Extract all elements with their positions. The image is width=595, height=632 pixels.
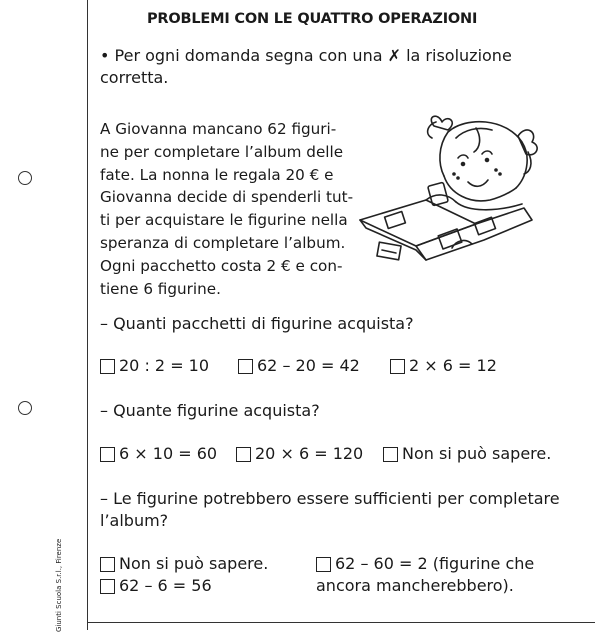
checkbox[interactable] (100, 447, 115, 462)
option-label: 62 – 6 = 56 (119, 576, 212, 595)
checkbox[interactable] (236, 447, 251, 462)
option-label: Non si può sapere. (402, 444, 552, 463)
story-line: A Giovanna mancano 62 figuri- (100, 120, 337, 138)
answer-option[interactable] (238, 356, 360, 376)
option-label: 62 – 60 = 2 (figurine che (335, 554, 535, 573)
option-label: ancora mancherebbero). (316, 576, 514, 595)
answer-option[interactable] (100, 444, 217, 464)
option-label: 20 × 6 = 120 (255, 444, 364, 463)
checkbox[interactable] (383, 447, 398, 462)
answer-option[interactable] (383, 444, 551, 464)
question-3: – Le figurine potrebbero essere sufficienti per completare l’album? (100, 489, 560, 530)
girl-with-album-illustration (356, 108, 552, 273)
copyright-note: Giunti Scuola S.r.l., Firenze (55, 538, 63, 632)
question-1: – Quanti pacchetti di figurine acquista? (100, 314, 414, 333)
story-line: ti per acquistare le figurine nella (100, 211, 348, 230)
answer-option-continuation (316, 576, 514, 596)
worksheet-title: PROBLEMI CON LE QUATTRO OPERAZIONI (147, 11, 478, 27)
checkbox[interactable] (100, 557, 115, 572)
page-bottom-edge (87, 622, 595, 623)
problem-text (100, 118, 355, 300)
binder-hole (18, 401, 32, 415)
answer-option[interactable] (100, 356, 209, 376)
option-label: 20 : 2 = 10 (119, 356, 210, 375)
option-label: 62 – 20 = 42 (257, 356, 360, 375)
story-line: tiene 6 figurine. (100, 279, 221, 298)
page-edge (87, 0, 88, 630)
story-line: Giovanna decide di spenderli tut- (100, 188, 354, 207)
option-label: Non si può sapere. (119, 554, 269, 573)
question-2: – Quante figurine acquista? (100, 401, 320, 420)
story-line: Ogni pacchetto costa 2 € e con- (100, 256, 343, 275)
option-label: 6 × 10 = 60 (119, 444, 218, 463)
answer-option[interactable] (100, 554, 268, 574)
answer-option[interactable] (390, 356, 497, 376)
checkbox[interactable] (100, 579, 115, 594)
story-line: fate. La nonna le regala 20 € e (100, 165, 334, 184)
answer-option[interactable] (316, 554, 534, 574)
instruction-text: • Per ogni domanda segna con una ✗ la risoluzione corretta. (100, 46, 512, 87)
story-line: speranza di completare l’album. (100, 233, 346, 252)
answer-option[interactable] (236, 444, 363, 464)
checkbox[interactable] (100, 359, 115, 374)
binder-hole (18, 171, 32, 185)
answer-option[interactable] (100, 576, 212, 596)
checkbox[interactable] (316, 557, 331, 572)
option-label: 2 × 6 = 12 (409, 356, 497, 375)
checkbox[interactable] (238, 359, 253, 374)
checkbox[interactable] (390, 359, 405, 374)
story-line: ne per completare l’album delle (100, 142, 344, 161)
